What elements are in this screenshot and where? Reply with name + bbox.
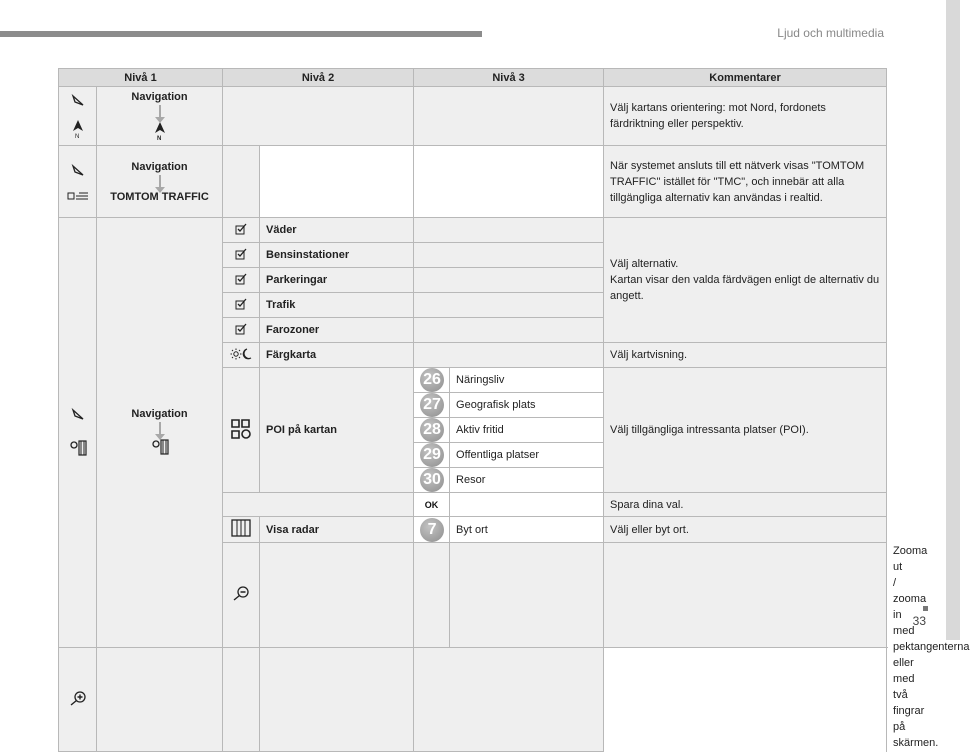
- checkbox-icon: [235, 273, 247, 285]
- poi-comment: Välj tillgängliga intressanta platser (POI).: [604, 368, 887, 493]
- navigation-arrow-icon: [71, 407, 85, 421]
- page-edge-bar: [946, 0, 960, 640]
- level1-icons: [59, 87, 97, 146]
- level2-nav-cell: [97, 218, 223, 648]
- header-row: [59, 69, 887, 87]
- level1-label: Navigation: [131, 91, 188, 103]
- table-row: [59, 647, 887, 752]
- color-map-label: Färgkarta: [260, 343, 414, 368]
- poi-business: Näringsliv: [450, 368, 604, 393]
- table-row: [59, 146, 887, 218]
- row1-comment: Välj kartans orientering: mot Nord, fordonets färdriktning eller perspektiv.: [604, 87, 887, 146]
- svg-text:N: N: [74, 134, 79, 140]
- badge-7: 7: [420, 518, 444, 542]
- badge-29: 29: [420, 443, 444, 467]
- badge-30: 30: [420, 468, 444, 492]
- table-row: [59, 218, 887, 243]
- header-comments: Kommentarer: [604, 69, 887, 87]
- level2-label-top: Navigation: [131, 160, 188, 173]
- table-row: [59, 87, 887, 146]
- radar-comment: Välj eller byt ort.: [604, 517, 887, 543]
- section-title: Ljud och multimedia: [777, 26, 884, 40]
- poi-travel: Resor: [450, 468, 604, 493]
- radar-label: Visa radar: [260, 517, 414, 543]
- header-level-2: Nivå 2: [223, 69, 414, 87]
- poi-label: POI på kartan: [260, 368, 414, 493]
- option-weather: Väder: [260, 218, 414, 243]
- badge-26: 26: [420, 368, 444, 392]
- level1-icons: [59, 218, 97, 648]
- checkbox-icon: [235, 323, 247, 335]
- down-arrow-icon: [159, 422, 161, 435]
- table-row: Zooma ut / zooma in med pektangenterna eller med två fingrar på skärmen.: [59, 543, 887, 648]
- option-traffic: Trafik: [260, 293, 414, 318]
- radar-icon: [231, 519, 251, 537]
- navigation-arrow-icon: [71, 93, 85, 107]
- zoom-in-icon: [68, 690, 88, 706]
- navigation-arrow-icon: [71, 163, 85, 177]
- settings-icon: [150, 438, 170, 456]
- svg-text:N: N: [156, 136, 161, 142]
- north-up-icon: [71, 119, 85, 139]
- poi-leisure: Aktiv fritid: [450, 418, 604, 443]
- level2-label: Navigation: [131, 408, 188, 421]
- down-arrow-icon: [159, 105, 161, 118]
- bullet-square: [923, 606, 928, 611]
- color-map-comment: Välj kartvisning.: [604, 343, 887, 368]
- option-petrol-stations: Bensinstationer: [260, 243, 414, 268]
- checkbox-icon: [235, 248, 247, 260]
- ok-comment: Spara dina val.: [604, 493, 887, 517]
- option-danger-zones: Farozoner: [260, 318, 414, 343]
- row2-comment: När systemet ansluts till ett nätverk visas "TOMTOM TRAFFIC" istället för "TMC", och innebär att alla tillgängliga alternativ kan användas i realtid.: [604, 146, 887, 218]
- badge-27: 27: [420, 393, 444, 417]
- poi-icon: [229, 418, 253, 440]
- zoom-out-icon: [231, 585, 251, 601]
- poi-geographic: Geografisk plats: [450, 393, 604, 418]
- badge-28: 28: [420, 418, 444, 442]
- radar-level3: Byt ort: [450, 517, 604, 543]
- settings-icon: [68, 439, 88, 457]
- traffic-icon: [67, 191, 89, 201]
- level2-nav-cell: [97, 146, 223, 218]
- checkbox-icon: [235, 298, 247, 310]
- top-rule: [0, 31, 482, 37]
- day-night-icon: [230, 348, 252, 360]
- poi-public-places: Offentliga platser: [450, 443, 604, 468]
- header-level-3: Nivå 3: [414, 69, 604, 87]
- level2-label-bottom: TOMTOM TRAFFIC: [110, 190, 209, 203]
- down-arrow-icon: [159, 175, 161, 188]
- options-comment: Välj alternativ. Kartan visar den valda färdvägen enligt de alternativ du angett.: [604, 218, 887, 343]
- option-parking: Parkeringar: [260, 268, 414, 293]
- level1-nav-cell: [97, 87, 223, 146]
- north-up-icon: [153, 121, 167, 141]
- ok-badge: OK: [424, 499, 439, 510]
- page-number: 33: [912, 614, 926, 628]
- level1-icons: [59, 146, 97, 218]
- header-level-1: Nivå 1: [59, 69, 223, 87]
- checkbox-icon: [235, 223, 247, 235]
